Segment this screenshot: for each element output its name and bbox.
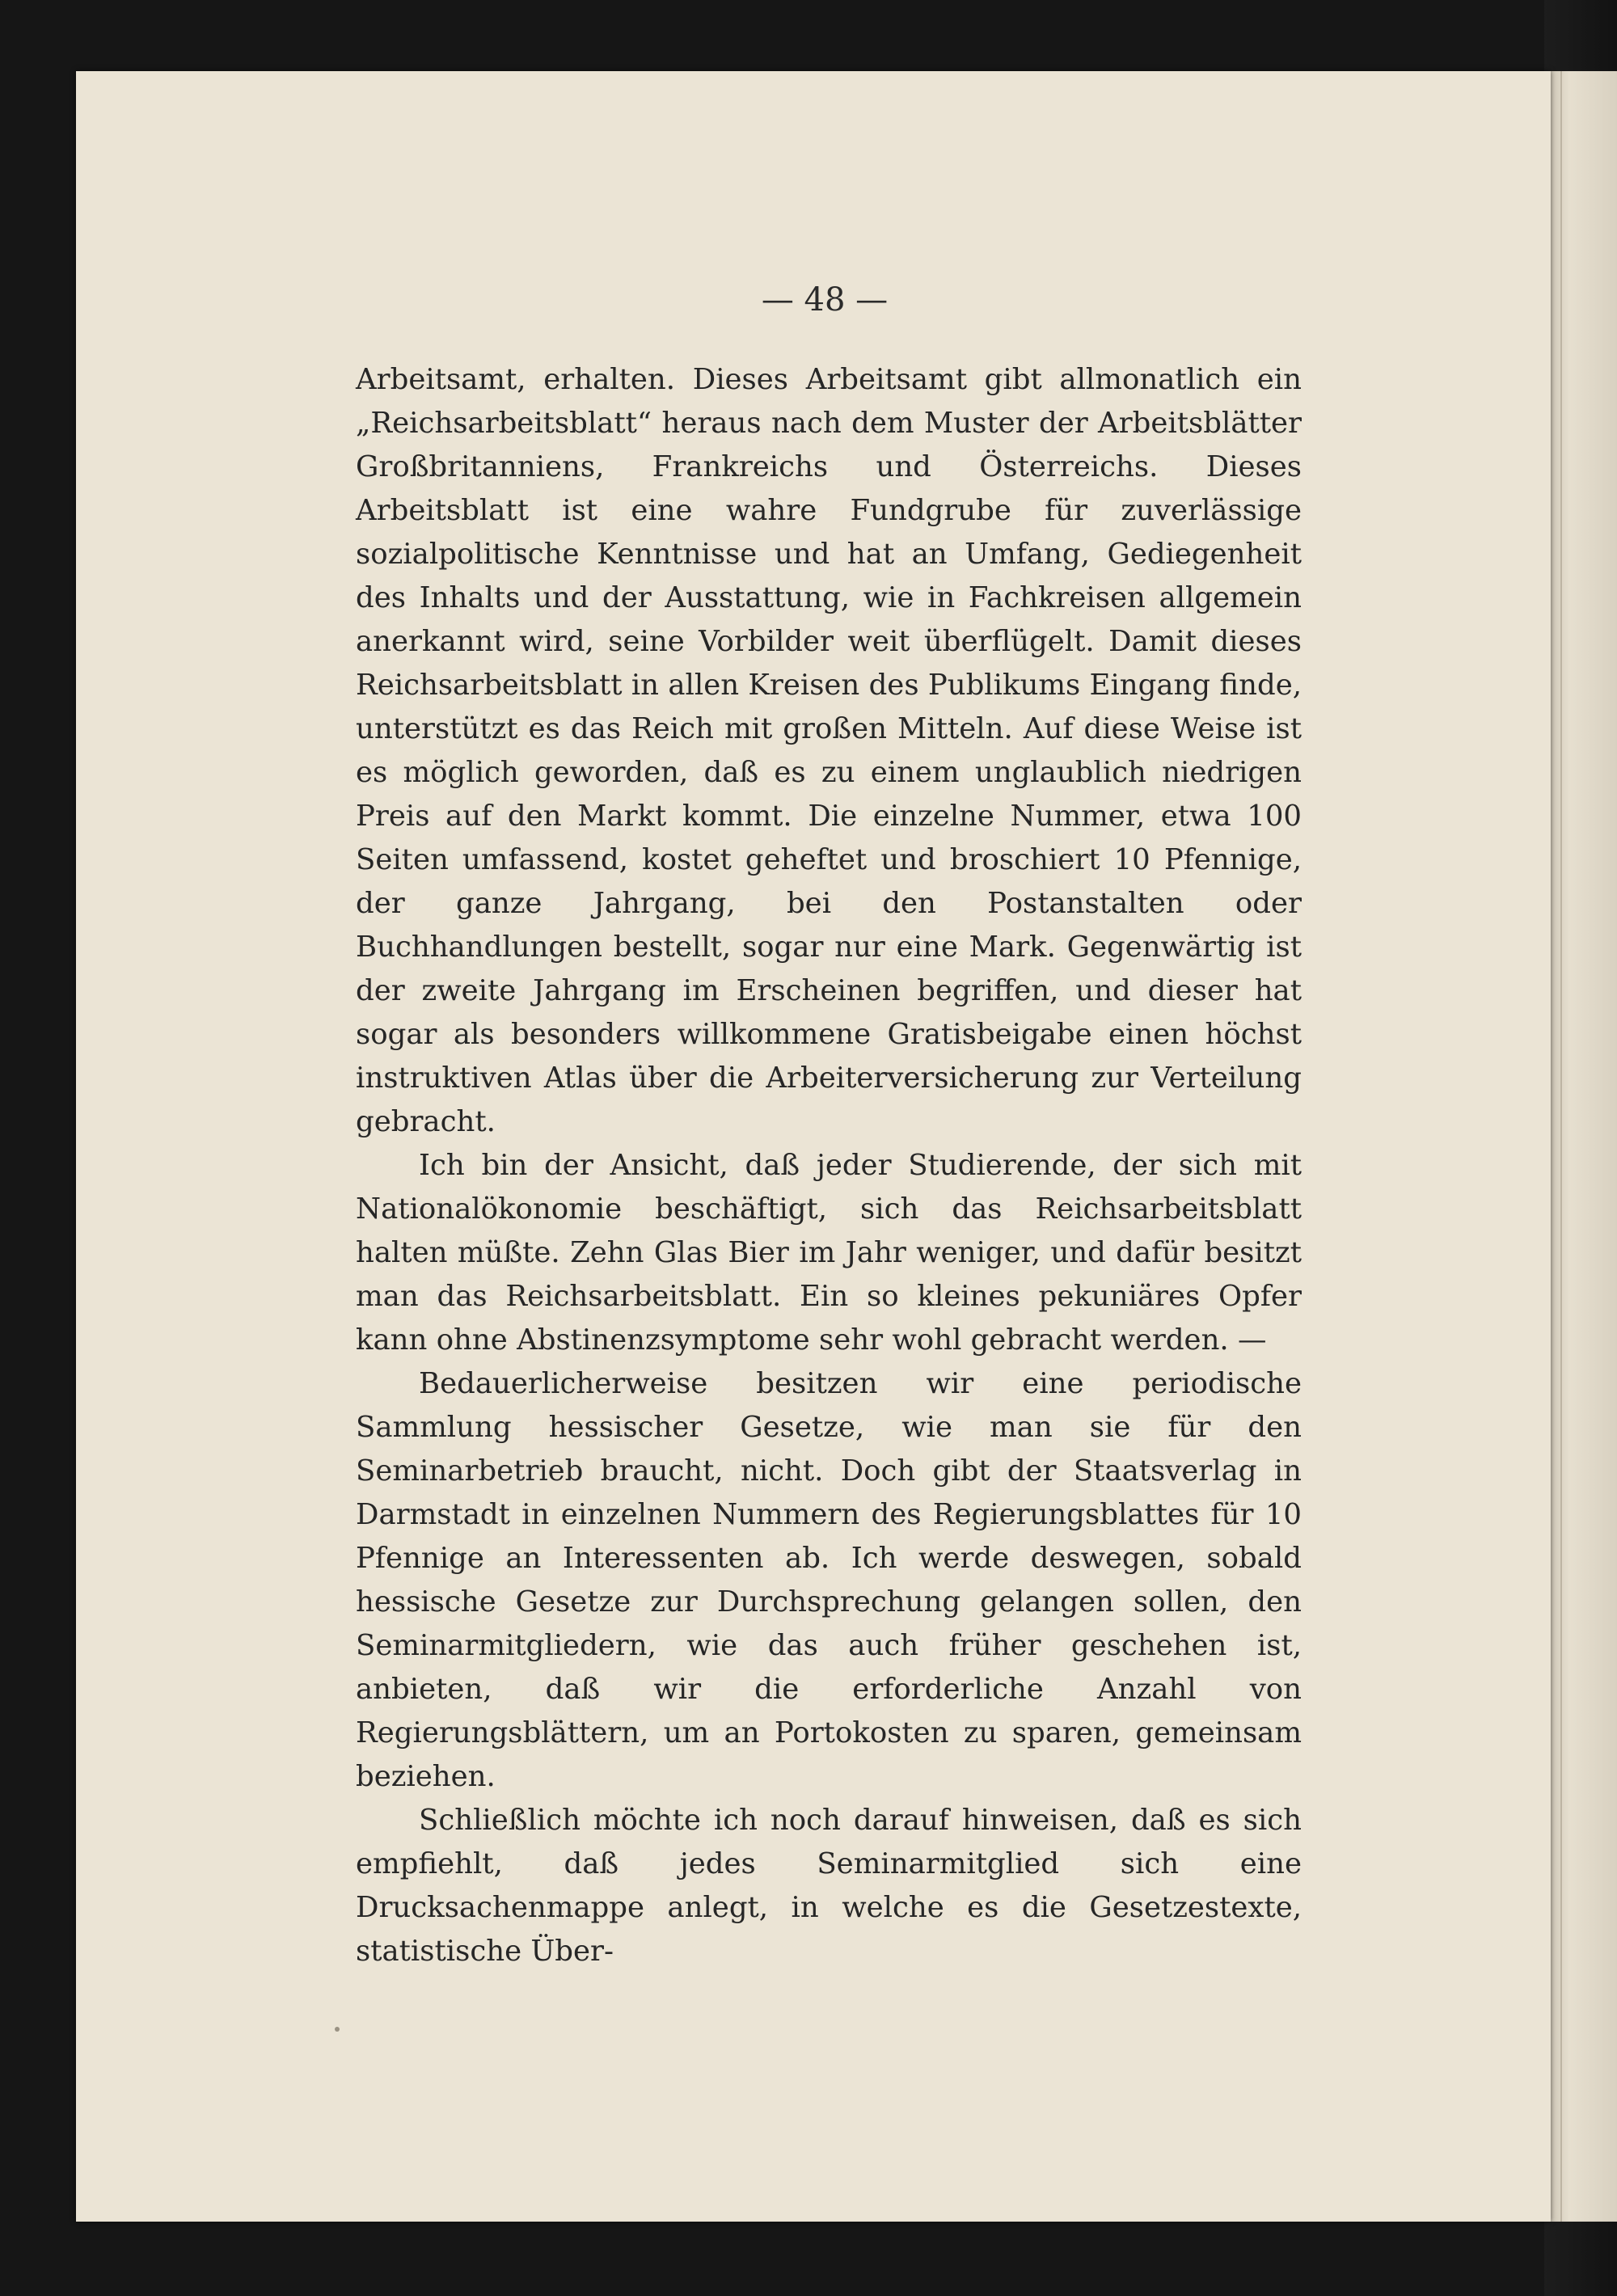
page-edge-line [1560, 71, 1562, 2222]
page-edge-stack [1547, 71, 1617, 2222]
paragraph-1: Arbeitsamt, erhalten. Dieses Arbeitsamt gibt allmonatlich ein „Reichsarbeitsblatt“ heraus nach dem Muster der Arbeitsblätter Großbritanniens, Frankreichs und Österreichs. Dieses Arbeitsblatt ist eine wahre Fundgrube für zuverlässige sozialpolitische Kenntnisse und hat an Umfang, Gediegenheit des Inhalts und der Ausstattung, wie in Fachkreisen allgemein anerkannt wird, seine Vorbilder weit überflügelt. Damit dieses Reichsarbeitsblatt in allen Kreisen des Publikums Eingang finde, unterstützt es das Reich mit großen Mitteln. Auf diese Weise ist es möglich geworden, daß es zu einem unglaublich niedrigen Preis auf den Markt kommt. Die einzelne Nummer, etwa 100 Seiten umfassend, kostet geheftet und broschiert 10 Pfennige, der ganze Jahrgang, bei den Postanstalten oder Buchhandlungen bestellt, sogar nur eine Mark. Gegenwärtig ist der zweite Jahrgang im Erscheinen begriffen, und dieser hat sogar als besonders willkommene Gratisbeigabe einen höchst instruktiven Atlas über die Arbeiterversicherung zur Verteilung gebracht. [356, 363, 1302, 1138]
paragraph-3: Bedauerlicherweise besitzen wir eine periodische Sammlung hessischer Gesetze, wie man sie für den Seminarbetrieb braucht, nicht. Doch gibt der Staatsverlag in Darmstadt in einzelnen Nummern des Regierungsblattes für 10 Pfennige an Interessenten ab. Ich werde deswegen, sobald hessische Gesetze zur Durchsprechung gelangen sollen, den Seminarmitgliedern, wie das auch früher geschehen ist, anbieten, daß wir die erforderliche Anzahl von Regierungsblättern, um an Portokosten zu sparen, gemeinsam beziehen. [356, 1367, 1302, 1793]
paragraph-2: Ich bin der Ansicht, daß jeder Studierende, der sich mit Nationalökonomie beschäftigt, sich das Reichsarbeitsblatt halten müßte. Zehn Glas Bier im Jahr weniger, und dafür besitzt man das Reichsarbeitsblatt. Ein so kleines pekuniäres Opfer kann ohne Abstinenzsymptome sehr wohl gebracht werden. — [356, 1149, 1302, 1357]
page-number: — 48 — [761, 281, 889, 319]
paper-speck [335, 2027, 340, 2032]
paragraph-4: Schließlich möchte ich noch darauf hinweisen, daß es sich empfiehlt, daß jedes Seminarmitglied sich eine Drucksachenmappe anlegt, in welche es die Gesetzestexte, statistische Über- [356, 1804, 1302, 1968]
body-text [356, 358, 1302, 1973]
